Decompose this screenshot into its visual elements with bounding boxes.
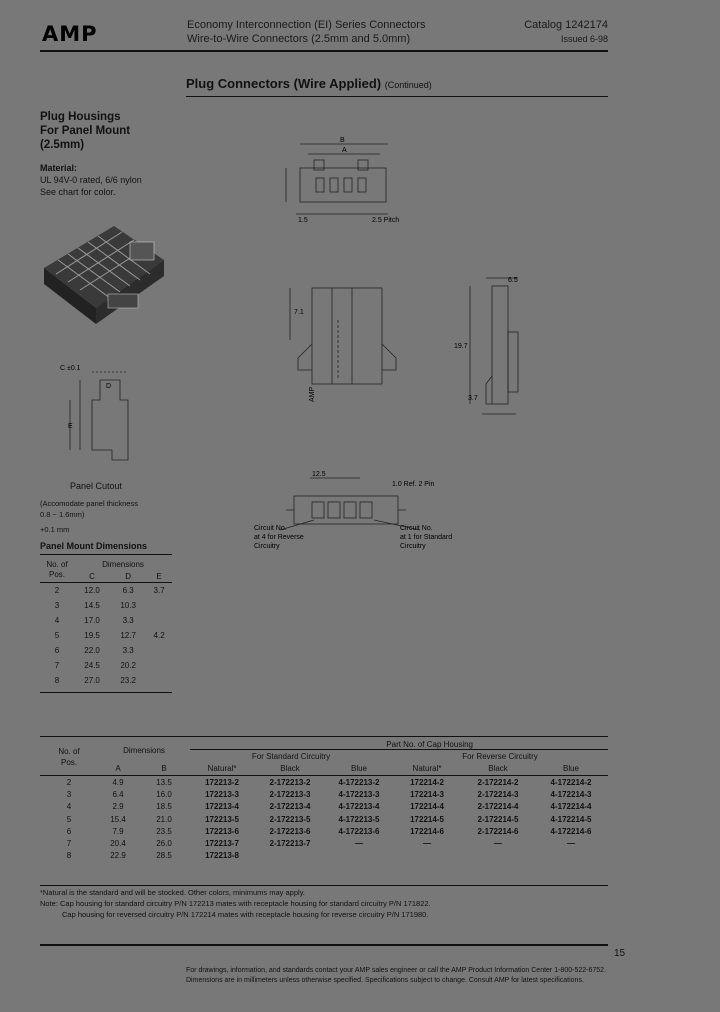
table-cell: 2-172213-7 xyxy=(269,839,311,849)
top-b-label: B xyxy=(340,137,345,144)
note-line: Note: Cap housing for standard circuitry P/N 172213 mates with receptacle housing for standard circuitry P/N 171822. xyxy=(40,899,431,908)
table-cell: 2-172213-2 xyxy=(269,777,311,787)
pm-rule-bottom xyxy=(40,692,172,693)
pm-cell xyxy=(146,643,172,658)
notes xyxy=(40,887,610,920)
pm-cell: 7 xyxy=(54,661,60,670)
table-cell: 4-172214-5 xyxy=(550,814,592,824)
pm-cell: 3.3 xyxy=(122,646,134,655)
side-width-dim: 6.5 xyxy=(508,277,518,284)
pm-cell xyxy=(146,598,172,613)
table-cell: 16.0 xyxy=(156,789,172,799)
pm-dims-header: Dimensions xyxy=(102,559,144,569)
table-cell: 26.0 xyxy=(156,839,172,849)
pm-cell: 10.3 xyxy=(120,601,136,610)
table-cell: — xyxy=(567,839,575,849)
pm-row xyxy=(40,643,172,658)
section-heading-line: For Panel Mount xyxy=(40,125,131,137)
pm-cell xyxy=(146,613,172,628)
material-label: Material: xyxy=(40,163,78,173)
table-cell: 4-172213-5 xyxy=(338,814,380,824)
pm-cell: 2 xyxy=(54,586,60,595)
table-cell: 2-172213-5 xyxy=(269,814,311,824)
table-cell: 7.9 xyxy=(112,826,124,836)
table-cell: 4-172214-2 xyxy=(550,777,592,787)
main-dims-header: Dimensions xyxy=(123,746,165,755)
main-table xyxy=(40,739,608,862)
side-view-drawing xyxy=(446,272,536,432)
table-cell: 5 xyxy=(66,814,72,824)
main-pos-header xyxy=(40,739,98,776)
pm-row xyxy=(40,613,172,628)
cutout-note xyxy=(40,498,138,520)
table-row xyxy=(40,788,608,800)
main-table-rule-bottom xyxy=(40,885,608,886)
main-pos-line: Pos. xyxy=(60,758,77,767)
header-line-2: Wire-to-Wire Connectors (2.5mm and 5.0mm) xyxy=(187,33,411,45)
cutout-note-line: (Accomodate panel thickness xyxy=(40,499,138,508)
pm-cell: 6.3 xyxy=(122,586,134,595)
pm-row xyxy=(40,628,172,643)
bottom-pin-dim: 1.0 Ref. 2 Pin xyxy=(392,481,435,488)
front-left-dim: 7.1 xyxy=(294,309,304,316)
table-cell: 4.9 xyxy=(112,777,124,787)
header-rule xyxy=(40,50,608,52)
table-row xyxy=(40,776,608,789)
table-cell: 4-172213-4 xyxy=(338,802,380,812)
table-cell: — xyxy=(355,839,363,849)
main-rev-header: For Reverse Circuitry xyxy=(392,750,608,763)
pm-pos-line: Pos. xyxy=(48,570,65,579)
pm-cell: 5 xyxy=(54,631,60,640)
table-row xyxy=(40,850,608,862)
table-cell: — xyxy=(494,839,502,849)
amp-logo: AMP xyxy=(42,22,98,46)
material-block xyxy=(40,162,142,198)
page-title xyxy=(186,76,432,91)
panel-d-label: D xyxy=(106,383,112,390)
table-cell: 2 xyxy=(66,777,72,787)
bottom-left-note-line: Circuit No. xyxy=(254,525,287,532)
note-line: Cap housing for reversed circuitry P/N 172214 mates with receptacle housing for reverse circuitry P/N 171980. xyxy=(62,910,429,919)
table-cell: 4-172213-6 xyxy=(338,826,380,836)
table-cell: 172213-4 xyxy=(205,802,239,812)
main-table-rule-top xyxy=(40,736,608,737)
table-cell: 7 xyxy=(66,839,72,849)
product-photo xyxy=(38,212,170,330)
table-cell: 28.5 xyxy=(156,851,172,861)
pm-row xyxy=(40,673,172,688)
pm-cell: 3.3 xyxy=(122,616,134,625)
pm-body xyxy=(40,583,172,689)
cutout-note-line: 0.8 ~ 1.6mm) xyxy=(40,510,85,519)
table-cell: 4 xyxy=(66,802,72,812)
table-cell: 4-172214-4 xyxy=(550,802,592,812)
table-cell: 2-172214-3 xyxy=(477,789,519,799)
table-cell: 2-172213-4 xyxy=(269,802,311,812)
pm-cell: 14.5 xyxy=(84,601,100,610)
main-body xyxy=(40,776,608,863)
table-cell: 172213-6 xyxy=(205,826,239,836)
footer-line: For drawings, information, and standards contact your AMP sales engineer or call the AMP Product Information Center 1-800-522-6752. xyxy=(186,967,606,974)
catalog-info xyxy=(524,18,608,46)
pm-row xyxy=(40,658,172,673)
front-amp-mark: AMP xyxy=(309,386,316,402)
table-cell: 172213-8 xyxy=(205,851,239,861)
footer-rule xyxy=(40,944,608,946)
pm-d-header: D xyxy=(125,571,132,581)
bottom-view-drawing xyxy=(250,468,460,560)
panel-c-label: C ±0.1 xyxy=(60,365,81,372)
table-cell: 2-172214-2 xyxy=(477,777,519,787)
pm-pos-line: No. of xyxy=(46,560,68,569)
table-cell: 2-172213-6 xyxy=(269,826,311,836)
main-col-header: Blue xyxy=(562,764,579,773)
material-line: UL 94V-0 rated, 6/6 nylon xyxy=(40,175,142,185)
side-low-dim: 3.7 xyxy=(468,395,478,402)
table-cell: 172214-3 xyxy=(410,789,444,799)
pm-c-header: C xyxy=(89,571,95,581)
bottom-right-note-line: Circuitry xyxy=(400,543,426,550)
top-a-label: A xyxy=(342,147,347,154)
table-cell: 2-172214-6 xyxy=(477,826,519,836)
pm-cell: 22.0 xyxy=(84,646,100,655)
pm-e-header: E xyxy=(156,571,162,581)
table-cell: 172213-5 xyxy=(205,814,239,824)
section-heading xyxy=(40,110,130,152)
table-cell: 4-172214-6 xyxy=(550,826,592,836)
cutout-label: Panel Cutout xyxy=(70,481,123,491)
pm-row xyxy=(40,583,172,599)
main-std-header: For Standard Circuitry xyxy=(190,750,392,763)
pm-cell: 4 xyxy=(54,616,60,625)
top-left-dim: 1.5 xyxy=(298,217,308,224)
table-cell: 15.4 xyxy=(110,814,126,824)
issued-date: Issued 6-98 xyxy=(560,34,608,44)
pm-cell: 27.0 xyxy=(84,676,100,685)
bottom-right-note-line: at 1 for Standard xyxy=(400,534,453,541)
title-rule xyxy=(186,96,608,97)
main-col-header: Natural* xyxy=(412,764,442,773)
section-heading-line: (2.5mm) xyxy=(40,139,85,151)
pm-cell xyxy=(146,673,172,688)
table-cell: 13.5 xyxy=(156,777,172,787)
main-part-header: Part No. of Cap Housing xyxy=(386,739,473,749)
main-col-header: Black xyxy=(488,764,508,773)
pm-cell: 4.2 xyxy=(153,631,165,640)
pm-cell xyxy=(146,658,172,673)
cutout-dim-note: +0.1 mm xyxy=(40,525,70,534)
panel-e-label: E xyxy=(68,423,73,430)
header-line-1: Economy Interconnection (EI) Series Connectors xyxy=(187,19,426,31)
table-cell: 2-172214-5 xyxy=(477,814,519,824)
table-cell: 172214-2 xyxy=(410,777,444,787)
table-cell: 4-172213-3 xyxy=(338,789,380,799)
catalog-number: Catalog 1242174 xyxy=(524,19,608,31)
table-cell: — xyxy=(423,839,431,849)
table-cell: 172214-5 xyxy=(410,814,444,824)
table-cell: 172214-6 xyxy=(410,826,444,836)
table-cell: 6.4 xyxy=(112,789,124,799)
table-row xyxy=(40,801,608,813)
header-subtitle xyxy=(187,18,425,46)
pm-pos-header xyxy=(40,558,74,583)
table-cell: 172213-3 xyxy=(205,789,239,799)
pm-cell: 8 xyxy=(54,676,60,685)
pm-rule-top xyxy=(40,554,172,555)
pm-cell: 24.5 xyxy=(84,661,100,670)
table-cell: 4-172213-2 xyxy=(338,777,380,787)
table-cell: 18.5 xyxy=(156,802,172,812)
table-cell: 4-172214-3 xyxy=(550,789,592,799)
page-number: 15 xyxy=(614,948,626,959)
table-row xyxy=(40,825,608,837)
table-cell: 172214-4 xyxy=(410,802,444,812)
table-cell xyxy=(254,850,326,862)
table-cell xyxy=(462,850,534,862)
pm-row xyxy=(40,598,172,613)
table-cell xyxy=(326,850,392,862)
bottom-right-note-line: Circuit No. xyxy=(400,525,433,532)
top-view-drawing xyxy=(278,134,408,226)
footer xyxy=(186,966,606,986)
panel-mount-table xyxy=(40,558,172,688)
table-cell: 6 xyxy=(66,826,72,836)
table-cell xyxy=(392,850,462,862)
main-col-header: Natural* xyxy=(207,764,237,773)
panel-mount-title: Panel Mount Dimensions xyxy=(40,541,148,551)
table-cell xyxy=(534,850,608,862)
pm-cell: 19.5 xyxy=(84,631,100,640)
main-col-header: Blue xyxy=(350,764,367,773)
table-cell: 22.9 xyxy=(110,851,126,861)
page-title-main: Plug Connectors (Wire Applied) xyxy=(186,76,382,91)
bottom-left-note-line: Circuitry xyxy=(254,543,280,550)
table-cell: 2-172214-4 xyxy=(477,802,519,812)
pm-cell: 12.0 xyxy=(84,586,100,595)
bottom-width-dim: 12.5 xyxy=(312,471,326,478)
footer-line: Dimensions are in millimeters unless otherwise specified. Specifications subject to change. Consult AMP for latest specifications. xyxy=(186,977,584,984)
material-line: See chart for color. xyxy=(40,187,116,197)
pm-cell: 20.2 xyxy=(120,661,136,670)
side-height-dim: 19.7 xyxy=(454,343,468,350)
front-view-drawing xyxy=(286,280,410,416)
table-cell: 20.4 xyxy=(110,839,126,849)
main-col-header: Black xyxy=(280,764,300,773)
page-title-sub: (Continued) xyxy=(384,80,432,90)
table-cell: 2-172213-3 xyxy=(269,789,311,799)
table-cell: 21.0 xyxy=(156,814,172,824)
pm-cell: 23.2 xyxy=(120,676,136,685)
note-line: *Natural is the standard and will be stocked. Other colors, minimums may apply. xyxy=(40,888,305,897)
bottom-left-note xyxy=(254,525,306,550)
table-cell: 3 xyxy=(66,789,72,799)
main-pos-line: No. of xyxy=(58,747,80,756)
table-row xyxy=(40,813,608,825)
panel-cutout-drawing xyxy=(56,358,164,466)
pm-cell: 6 xyxy=(54,646,60,655)
main-a-header: A xyxy=(115,764,121,773)
section-heading-line: Plug Housings xyxy=(40,111,121,123)
table-cell: 8 xyxy=(66,851,72,861)
pm-cell: 3 xyxy=(54,601,60,610)
pm-cell: 12.7 xyxy=(120,631,136,640)
table-cell: 2.9 xyxy=(112,802,124,812)
table-cell: 172213-7 xyxy=(205,839,239,849)
table-cell: 23.5 xyxy=(156,826,172,836)
main-b-header: B xyxy=(161,764,167,773)
pm-cell: 3.7 xyxy=(153,586,165,595)
pm-cell: 17.0 xyxy=(84,616,100,625)
table-cell: 172213-2 xyxy=(205,777,239,787)
top-pitch-dim: 2.5 Pitch xyxy=(372,217,400,224)
bottom-left-note-line: at 4 for Reverse xyxy=(254,534,304,541)
table-row xyxy=(40,837,608,849)
bottom-right-note xyxy=(400,525,454,550)
